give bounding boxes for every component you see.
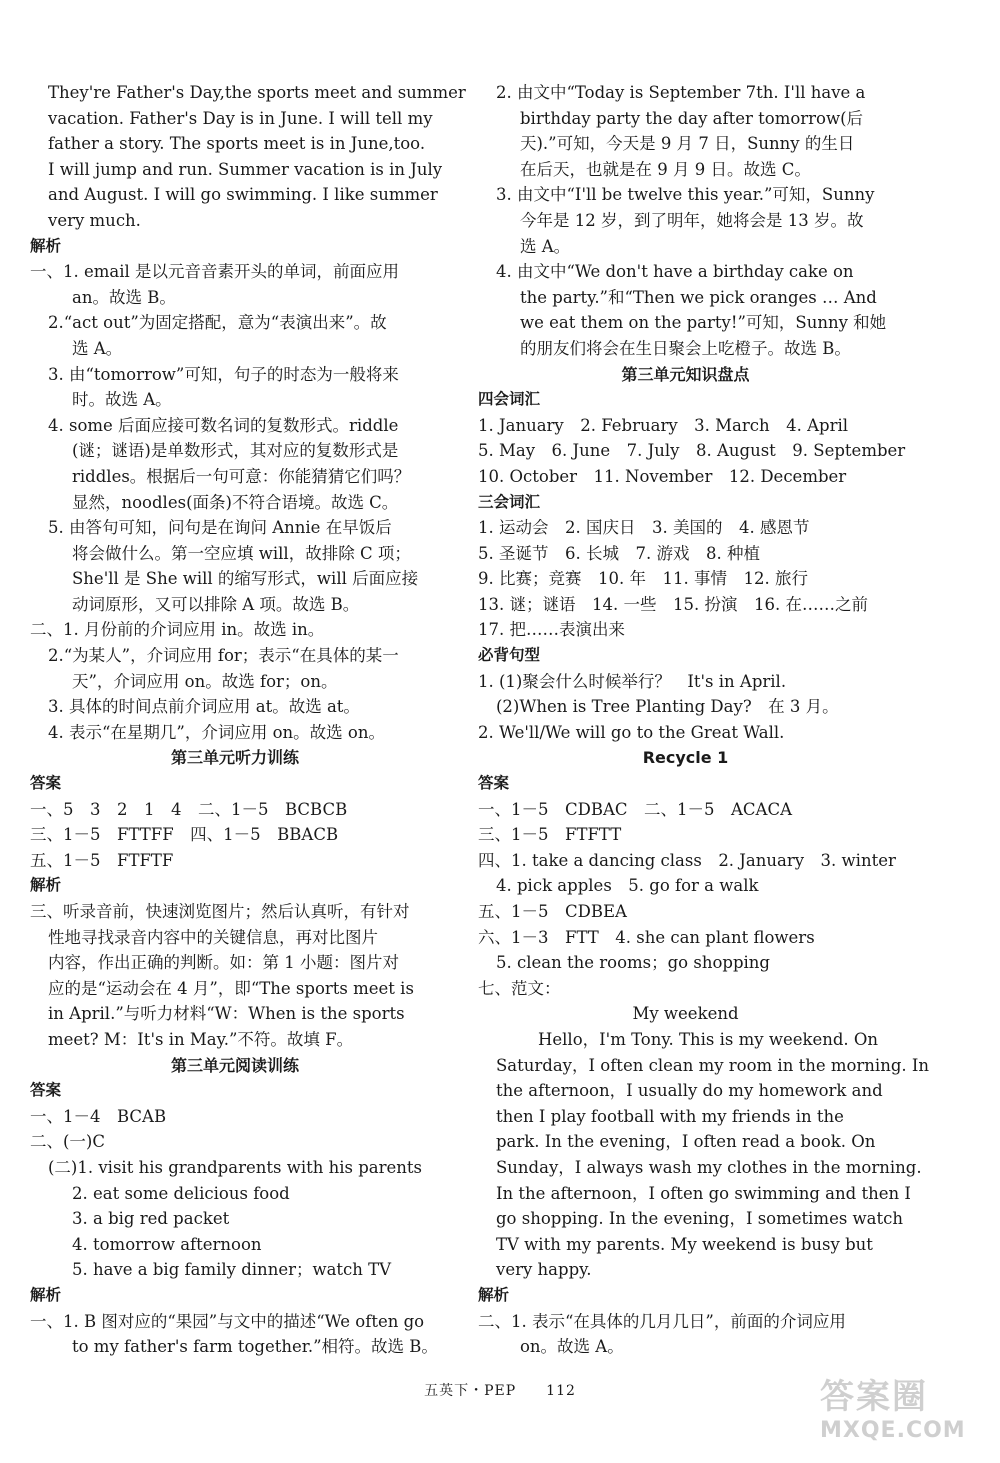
text-line: birthday party the day after tomorrow(后 — [520, 108, 864, 128]
text-line: 一、1. B 图对应的“果园”与文中的描述“We often go — [30, 1311, 425, 1331]
text-line: 五、1－5 FTFTF — [30, 850, 174, 870]
text-line: vacation. Father's Day is in June. I will tell my — [48, 108, 433, 128]
text-line: 四、1. take a dancing class 2. January 3. winter — [478, 850, 896, 870]
text-line: 1. January 2. February 3. March 4. April — [478, 415, 849, 435]
text-line: 3. 由“tomorrow”可知，句子的时态为一般将来 — [48, 364, 399, 384]
text-line: very much. — [48, 210, 141, 230]
text-line: then I play football with my friends in the — [496, 1106, 844, 1126]
text-line: 一、1. email 是以元音音素开头的单词，前面应用 — [30, 262, 400, 282]
left-column — [30, 80, 466, 1360]
section-label: 答案 — [478, 774, 510, 793]
text-line: 一、1－4 BCAB — [30, 1106, 167, 1126]
text-line: 动词原形，又可以排除 A 项。故选 B。 — [72, 594, 360, 614]
text-line: 13. 谜；谜语 14. 一些 15. 扮演 16. 在……之前 — [478, 594, 868, 614]
section-title: 第三单元阅读训练 — [170, 1055, 299, 1075]
text-line: 2. 由文中“Today is September 7th. I'll have a — [496, 83, 866, 102]
text-line: 4. pick apples 5. go for a walk — [496, 876, 759, 896]
text-line: an。故选 B。 — [72, 287, 176, 307]
section-title: Recycle 1 — [642, 748, 729, 768]
text-line: 将会做什么。第一空应填 will，故排除 C 项； — [72, 543, 411, 563]
text-line: the party.”和“Then we pick oranges … And — [520, 287, 877, 307]
text-line: 2.“act out”为固定搭配，意为“表演出来”。故 — [48, 313, 387, 333]
text-line: 内容，作出正确的判断。如：第 1 小题：图片对 — [48, 953, 399, 973]
section-label: 必背句型 — [478, 646, 541, 665]
text-line: 显然，noodles(面条)不符合语境。故选 C。 — [72, 492, 399, 512]
text-line: 5. 圣诞节 6. 长城 7. 游戏 8. 种植 — [478, 543, 760, 563]
text-line: on。故选 A。 — [520, 1337, 624, 1357]
text-line: 5. have a big family dinner；watch TV — [72, 1260, 392, 1280]
text-line: father a story. The sports meet is in June,too. — [48, 134, 426, 154]
text-line: 2. We'll/We will go to the Great Wall. — [478, 722, 785, 742]
text-line: riddles。根据后一句可意：你能猜猜它们吗？ — [72, 466, 411, 486]
page-footer: 五英下・PEP 112 — [424, 1383, 576, 1399]
text-line: 二、(一)C — [30, 1132, 105, 1152]
watermark-url: MXQE.COM — [820, 1418, 966, 1443]
text-line: and August. I will go swimming. I like summer — [48, 185, 438, 205]
text-line: 性地寻找录音内容中的关键信息，再对比图片 — [48, 927, 378, 947]
text-line: 1. 运动会 2. 国庆日 3. 美国的 4. 感恩节 — [478, 518, 810, 538]
text-line: 三、1－5 FTFTT — [478, 825, 622, 845]
text-line: 时。故选 A。 — [72, 390, 172, 410]
text-line: (2)When is Tree Planting Day? 在 3 月。 — [496, 697, 839, 717]
text-line: 4. some 后面应接可数名词的复数形式。riddle — [48, 415, 399, 435]
section-title: 第三单元听力训练 — [170, 748, 299, 768]
text-line: 3. 具体的时间点前介词应用 at。故选 at。 — [48, 697, 360, 717]
text-line: Sunday，I always wash my clothes in the morning. — [496, 1157, 922, 1177]
section-label: 答案 — [30, 774, 62, 793]
text-line: Saturday，I often clean my room in the morning. In — [496, 1055, 930, 1075]
text-line: They're Father's Day,the sports meet and summer — [48, 83, 466, 102]
text-line: 选 A。 — [72, 338, 123, 358]
text-line: 在后天，也就是在 9 月 9 日。故选 C。 — [520, 159, 811, 179]
text-line: the afternoon，I usually do my homework and — [496, 1081, 883, 1101]
text-line: (二)1. visit his grandparents with his parents — [48, 1157, 422, 1177]
text-line: 5. 由答句可知，问句是在询问 Annie 在早饭后 — [48, 518, 392, 538]
text-line: 三、听录音前，快速浏览图片；然后认真听，有针对 — [30, 902, 410, 921]
text-line: She'll 是 She will 的缩写形式，will 后面应接 — [72, 569, 419, 589]
text-line: 五、1－5 CDBEA — [478, 902, 627, 921]
text-line: 选 A。 — [520, 236, 571, 256]
text-line: 应的是“运动会在 4 月”，即“The sports meet is — [48, 978, 414, 998]
text-line: 今年是 12 岁，到了明年，她将会是 13 岁。故 — [520, 210, 864, 230]
right-column — [478, 80, 930, 1360]
section-label: 解析 — [30, 236, 62, 255]
text-line: 2.“为某人”，介词应用 for；表示“在具体的某一 — [48, 646, 399, 666]
text-line: 一、5 3 2 1 4 二、1－5 BCBCB — [30, 799, 348, 819]
text-line: 10. October 11. November 12. December — [478, 466, 847, 486]
section-label: 四会词汇 — [478, 390, 541, 409]
text-line: 二、1. 月份前的介词应用 in。故选 in。 — [30, 620, 325, 640]
section-title: My weekend — [632, 1004, 739, 1024]
text-line: very happy. — [496, 1260, 592, 1280]
text-line: park. In the evening，I often read a book. On — [496, 1132, 876, 1152]
text-line: 4. 由文中“We don't have a birthday cake on — [496, 262, 854, 282]
text-line: In the afternoon，I often go swimming and then I — [496, 1183, 911, 1203]
section-label: 答案 — [30, 1081, 62, 1100]
text-line: 4. 表示“在星期几”，介词应用 on。故选 on。 — [48, 722, 385, 742]
text-line: 2. eat some delicious food — [72, 1183, 290, 1203]
text-line: 的朋友们将会在生日聚会上吃橙子。故选 B。 — [520, 338, 851, 358]
section-title: 第三单元知识盘点 — [621, 364, 750, 384]
text-line: 4. tomorrow afternoon — [72, 1234, 262, 1254]
text-line: to my father's farm together.”相符。故选 B。 — [72, 1337, 438, 1357]
text-line: 5. clean the rooms；go shopping — [496, 953, 770, 973]
text-line: 三、1－5 FTTFF 四、1－5 BBACB — [30, 825, 339, 845]
text-line: go shopping. In the evening，I sometimes watch — [496, 1209, 904, 1229]
text-line: meet? M：It's in May.”不符。故填 F。 — [48, 1029, 354, 1049]
text-line: 9. 比赛；竞赛 10. 年 11. 事情 12. 旅行 — [478, 569, 808, 589]
text-line: 七、范文： — [478, 978, 561, 998]
text-line: 二、1. 表示“在具体的几月几日”，前面的介词应用 — [478, 1311, 846, 1331]
text-line: (谜；谜语)是单数形式，其对应的复数形式是 — [72, 441, 399, 461]
text-line: 17. 把……表演出来 — [478, 620, 625, 640]
section-label: 三会词汇 — [478, 492, 541, 511]
text-line: in April.”与听力材料“W：When is the sports — [48, 1004, 405, 1024]
text-line: 六、1－3 FTT 4. she can plant flowers — [478, 927, 815, 947]
text-line: 3. a big red packet — [72, 1209, 230, 1229]
watermark-logo-text: 答案圈 — [820, 1377, 928, 1417]
site-watermark — [820, 1369, 980, 1447]
section-label: 解析 — [478, 1285, 510, 1304]
text-line: 天”，介词应用 on。故选 for；on。 — [72, 671, 338, 691]
text-line: 一、1－5 CDBAC 二、1－5 ACACA — [478, 799, 793, 819]
text-line: we eat them on the party!”可知，Sunny 和她 — [520, 313, 887, 333]
text-line: 5. May 6. June 7. July 8. August 9. September — [478, 441, 906, 461]
text-line: Hello，I'm Tony. This is my weekend. On — [538, 1029, 879, 1049]
text-line: 天).”可知，今天是 9 月 7 日，Sunny 的生日 — [520, 134, 855, 154]
text-line: 3. 由文中“I'll be twelve this year.”可知，Sunny — [496, 185, 875, 205]
section-label: 解析 — [30, 876, 62, 895]
text-line: I will jump and run. Summer vacation is in July — [48, 159, 443, 179]
text-line: TV with my parents. My weekend is busy but — [496, 1234, 873, 1254]
section-label: 解析 — [30, 1285, 62, 1304]
text-line: 1. (1)聚会什么时候举行？ It's in April. — [478, 671, 787, 691]
